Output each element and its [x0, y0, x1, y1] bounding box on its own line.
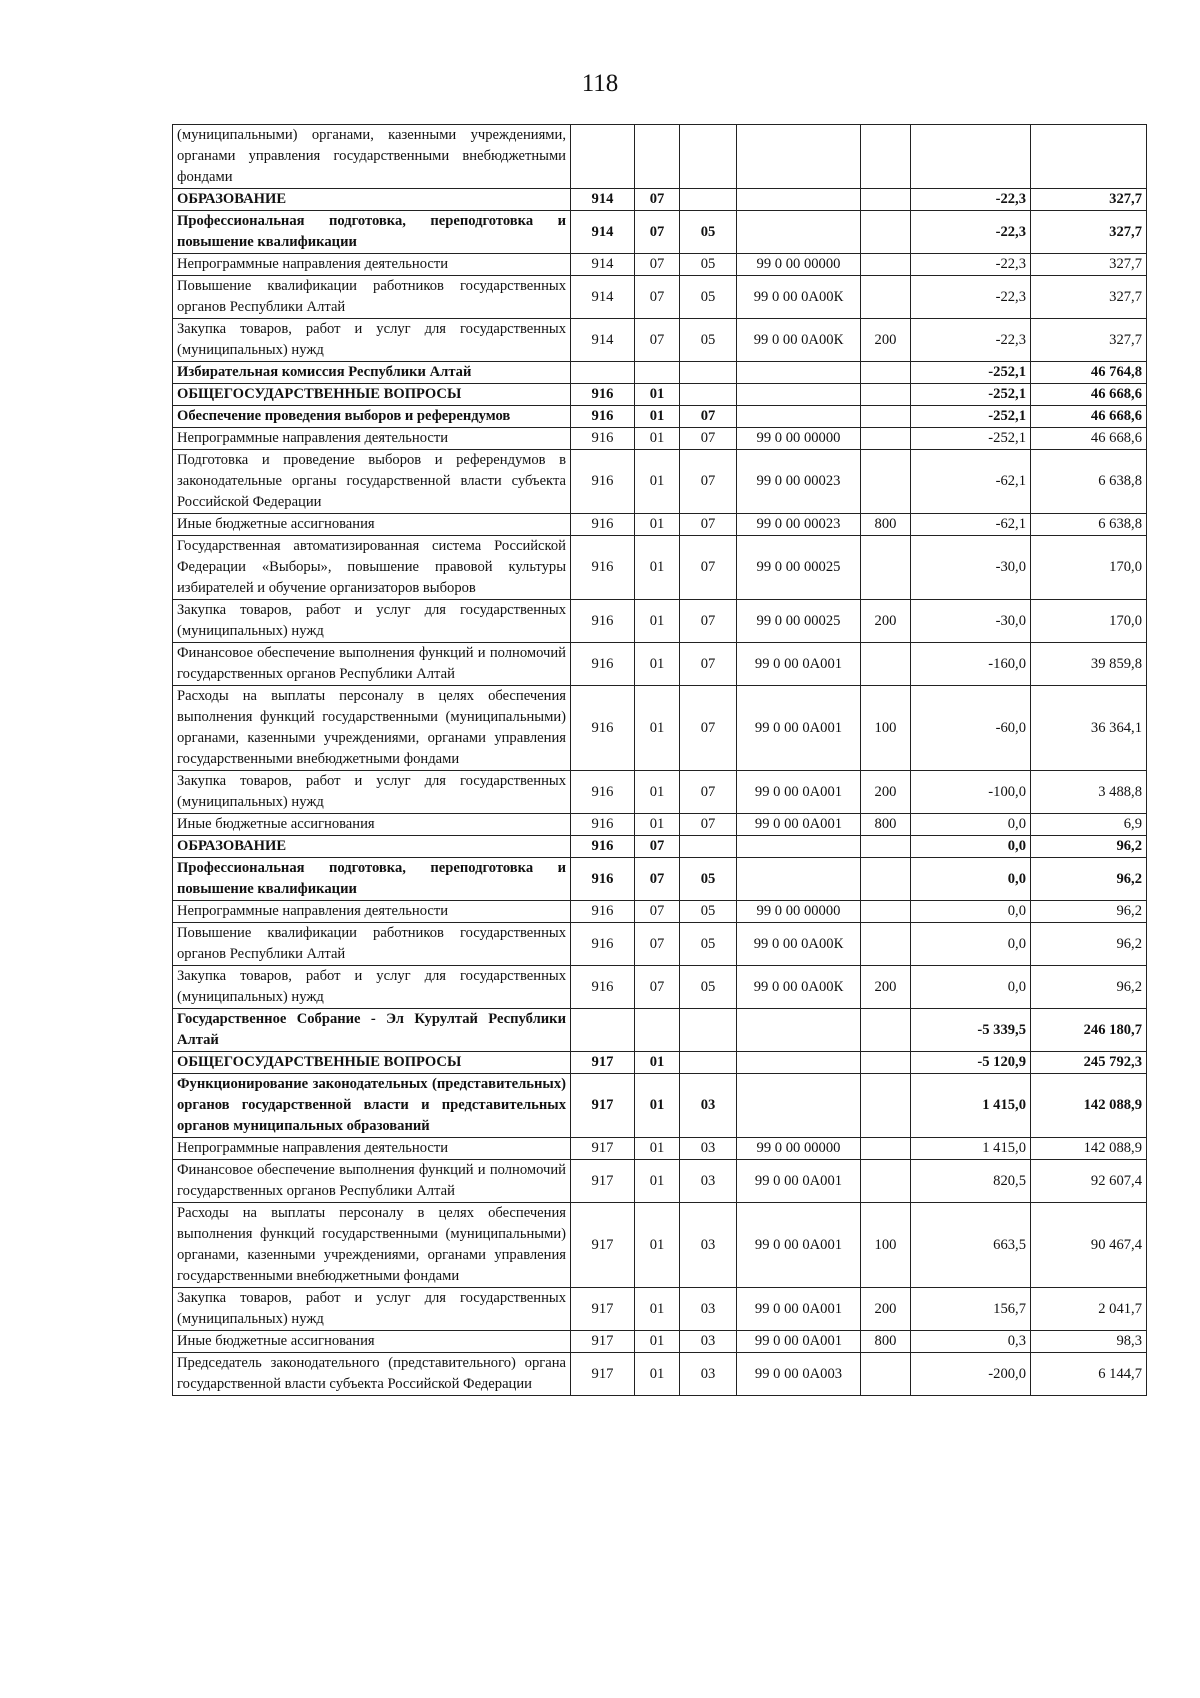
total-amount-cell: 327,7 — [1031, 211, 1147, 254]
subsection-cell: 07 — [680, 643, 737, 686]
section-cell: 01 — [635, 1052, 680, 1074]
subsection-cell: 03 — [680, 1203, 737, 1288]
total-amount-cell: 46 668,6 — [1031, 406, 1147, 428]
change-amount-cell: -5 120,9 — [911, 1052, 1031, 1074]
ved-cell: 916 — [571, 536, 635, 600]
subsection-cell: 07 — [680, 686, 737, 771]
target-article-cell — [737, 858, 861, 901]
change-amount-cell: -252,1 — [911, 362, 1031, 384]
table-row — [173, 362, 1147, 384]
change-amount-cell: 0,3 — [911, 1331, 1031, 1353]
row-name-cell: ОБРАЗОВАНИЕ — [173, 189, 571, 211]
ved-cell: 917 — [571, 1203, 635, 1288]
section-cell: 01 — [635, 1203, 680, 1288]
section-cell: 01 — [635, 1138, 680, 1160]
section-cell: 01 — [635, 814, 680, 836]
table-row — [173, 211, 1147, 254]
target-article-cell: 99 0 00 0А003 — [737, 1353, 861, 1396]
ved-cell: 917 — [571, 1331, 635, 1353]
total-amount-cell: 96,2 — [1031, 923, 1147, 966]
subsection-cell: 07 — [680, 450, 737, 514]
ved-cell: 916 — [571, 901, 635, 923]
target-article-cell: 99 0 00 0А001 — [737, 1288, 861, 1331]
section-cell: 01 — [635, 1074, 680, 1138]
expense-type-cell — [861, 536, 911, 600]
change-amount-cell: 663,5 — [911, 1203, 1031, 1288]
total-amount-cell: 96,2 — [1031, 901, 1147, 923]
subsection-cell: 03 — [680, 1331, 737, 1353]
change-amount-cell: 0,0 — [911, 966, 1031, 1009]
ved-cell: 916 — [571, 771, 635, 814]
total-amount-cell: 92 607,4 — [1031, 1160, 1147, 1203]
expense-type-cell: 800 — [861, 1331, 911, 1353]
total-amount-cell: 46 764,8 — [1031, 362, 1147, 384]
expense-type-cell: 100 — [861, 1203, 911, 1288]
expense-type-cell — [861, 189, 911, 211]
target-article-cell — [737, 362, 861, 384]
table-row — [173, 428, 1147, 450]
table-row — [173, 189, 1147, 211]
change-amount-cell: 0,0 — [911, 923, 1031, 966]
row-name-cell: Финансовое обеспечение выполнения функций и полномочий государственных органов Республики Алтай — [173, 643, 571, 686]
total-amount-cell: 245 792,3 — [1031, 1052, 1147, 1074]
table-row — [173, 1331, 1147, 1353]
table-row — [173, 1160, 1147, 1203]
change-amount-cell: 0,0 — [911, 836, 1031, 858]
row-name-cell: Непрограммные направления деятельности — [173, 901, 571, 923]
expense-type-cell — [861, 406, 911, 428]
target-article-cell: 99 0 00 0А00К — [737, 966, 861, 1009]
target-article-cell: 99 0 00 00025 — [737, 600, 861, 643]
expense-type-cell — [861, 450, 911, 514]
expense-type-cell: 200 — [861, 966, 911, 1009]
section-cell: 07 — [635, 923, 680, 966]
target-article-cell: 99 0 00 0А001 — [737, 1331, 861, 1353]
table-row — [173, 450, 1147, 514]
target-article-cell: 99 0 00 00023 — [737, 514, 861, 536]
target-article-cell: 99 0 00 00000 — [737, 1138, 861, 1160]
target-article-cell — [737, 211, 861, 254]
section-cell: 01 — [635, 771, 680, 814]
subsection-cell: 05 — [680, 901, 737, 923]
section-cell — [635, 362, 680, 384]
ved-cell: 916 — [571, 923, 635, 966]
total-amount-cell: 2 041,7 — [1031, 1288, 1147, 1331]
ved-cell: 916 — [571, 966, 635, 1009]
expense-type-cell — [861, 362, 911, 384]
ved-cell: 916 — [571, 406, 635, 428]
expense-type-cell — [861, 276, 911, 319]
total-amount-cell: 98,3 — [1031, 1331, 1147, 1353]
change-amount-cell: -30,0 — [911, 536, 1031, 600]
ved-cell: 917 — [571, 1138, 635, 1160]
subsection-cell: 05 — [680, 858, 737, 901]
expense-type-cell: 200 — [861, 319, 911, 362]
target-article-cell: 99 0 00 00023 — [737, 450, 861, 514]
ved-cell — [571, 125, 635, 189]
expense-type-cell — [861, 1052, 911, 1074]
change-amount-cell: -30,0 — [911, 600, 1031, 643]
expense-type-cell: 800 — [861, 514, 911, 536]
subsection-cell: 05 — [680, 211, 737, 254]
ved-cell: 917 — [571, 1353, 635, 1396]
change-amount-cell: -22,3 — [911, 211, 1031, 254]
table-row — [173, 1203, 1147, 1288]
section-cell: 01 — [635, 450, 680, 514]
change-amount-cell: -252,1 — [911, 384, 1031, 406]
change-amount-cell: 1 415,0 — [911, 1074, 1031, 1138]
subsection-cell: 05 — [680, 319, 737, 362]
subsection-cell — [680, 1009, 737, 1052]
target-article-cell: 99 0 00 00000 — [737, 428, 861, 450]
expense-type-cell — [861, 428, 911, 450]
change-amount-cell: -22,3 — [911, 189, 1031, 211]
ved-cell: 916 — [571, 686, 635, 771]
target-article-cell — [737, 1074, 861, 1138]
subsection-cell: 03 — [680, 1353, 737, 1396]
expense-type-cell — [861, 1160, 911, 1203]
row-name-cell: Государственная автоматизированная система Российской Федерации «Выборы», повышение правовой культуры избирателей и обучение организаторов выборов — [173, 536, 571, 600]
subsection-cell: 05 — [680, 276, 737, 319]
subsection-cell: 05 — [680, 923, 737, 966]
table-row — [173, 384, 1147, 406]
table-row — [173, 1288, 1147, 1331]
expense-type-cell — [861, 901, 911, 923]
subsection-cell — [680, 362, 737, 384]
row-name-cell: ОБЩЕГОСУДАРСТВЕННЫЕ ВОПРОСЫ — [173, 1052, 571, 1074]
target-article-cell: 99 0 00 0А001 — [737, 1203, 861, 1288]
change-amount-cell: -200,0 — [911, 1353, 1031, 1396]
table-row — [173, 1138, 1147, 1160]
row-name-cell: Повышение квалификации работников государственных органов Республики Алтай — [173, 923, 571, 966]
total-amount-cell: 327,7 — [1031, 189, 1147, 211]
total-amount-cell: 142 088,9 — [1031, 1138, 1147, 1160]
change-amount-cell: -100,0 — [911, 771, 1031, 814]
expense-type-cell: 800 — [861, 814, 911, 836]
section-cell: 01 — [635, 428, 680, 450]
target-article-cell — [737, 406, 861, 428]
section-cell: 01 — [635, 643, 680, 686]
change-amount-cell: 0,0 — [911, 814, 1031, 836]
row-name-cell: Иные бюджетные ассигнования — [173, 1331, 571, 1353]
row-name-cell: Избирательная комиссия Республики Алтай — [173, 362, 571, 384]
row-name-cell: Государственное Собрание - Эл Курултай Республики Алтай — [173, 1009, 571, 1052]
total-amount-cell: 6 638,8 — [1031, 514, 1147, 536]
subsection-cell: 07 — [680, 536, 737, 600]
ved-cell: 916 — [571, 643, 635, 686]
table-row — [173, 836, 1147, 858]
ved-cell: 917 — [571, 1052, 635, 1074]
section-cell: 07 — [635, 966, 680, 1009]
table-row — [173, 406, 1147, 428]
table-row — [173, 1009, 1147, 1052]
row-name-cell: Обеспечение проведения выборов и референдумов — [173, 406, 571, 428]
row-name-cell: Непрограммные направления деятельности — [173, 1138, 571, 1160]
section-cell: 07 — [635, 319, 680, 362]
subsection-cell: 05 — [680, 254, 737, 276]
ved-cell: 916 — [571, 384, 635, 406]
expense-type-cell — [861, 125, 911, 189]
table-row — [173, 514, 1147, 536]
change-amount-cell: -5 339,5 — [911, 1009, 1031, 1052]
ved-cell: 916 — [571, 514, 635, 536]
budget-table-body — [173, 125, 1147, 1396]
expense-type-cell — [861, 923, 911, 966]
change-amount-cell: -62,1 — [911, 514, 1031, 536]
subsection-cell: 07 — [680, 514, 737, 536]
total-amount-cell: 96,2 — [1031, 836, 1147, 858]
page-number: 118 — [581, 70, 619, 97]
change-amount-cell: -62,1 — [911, 450, 1031, 514]
ved-cell: 914 — [571, 189, 635, 211]
section-cell: 01 — [635, 1288, 680, 1331]
target-article-cell: 99 0 00 0А00К — [737, 276, 861, 319]
change-amount-cell: 820,5 — [911, 1160, 1031, 1203]
row-name-cell: ОБЩЕГОСУДАРСТВЕННЫЕ ВОПРОСЫ — [173, 384, 571, 406]
section-cell: 01 — [635, 1160, 680, 1203]
ved-cell: 917 — [571, 1074, 635, 1138]
section-cell: 01 — [635, 1331, 680, 1353]
table-row — [173, 901, 1147, 923]
change-amount-cell: 0,0 — [911, 901, 1031, 923]
row-name-cell: Непрограммные направления деятельности — [173, 254, 571, 276]
expense-type-cell — [861, 384, 911, 406]
target-article-cell: 99 0 00 0А001 — [737, 686, 861, 771]
section-cell: 01 — [635, 406, 680, 428]
total-amount-cell: 327,7 — [1031, 276, 1147, 319]
total-amount-cell — [1031, 125, 1147, 189]
change-amount-cell: -60,0 — [911, 686, 1031, 771]
subsection-cell — [680, 384, 737, 406]
table-row — [173, 600, 1147, 643]
row-name-cell: (муниципальными) органами, казенными учреждениями, органами управления государственными внебюджетными фондами — [173, 125, 571, 189]
subsection-cell: 03 — [680, 1138, 737, 1160]
change-amount-cell: 0,0 — [911, 858, 1031, 901]
table-row — [173, 1052, 1147, 1074]
total-amount-cell: 90 467,4 — [1031, 1203, 1147, 1288]
table-row — [173, 1074, 1147, 1138]
section-cell — [635, 125, 680, 189]
change-amount-cell: -160,0 — [911, 643, 1031, 686]
section-cell: 01 — [635, 600, 680, 643]
change-amount-cell: -22,3 — [911, 319, 1031, 362]
row-name-cell: Закупка товаров, работ и услуг для государственных (муниципальных) нужд — [173, 319, 571, 362]
change-amount-cell: -22,3 — [911, 276, 1031, 319]
total-amount-cell: 6 638,8 — [1031, 450, 1147, 514]
target-article-cell: 99 0 00 00025 — [737, 536, 861, 600]
expense-type-cell — [861, 254, 911, 276]
section-cell: 01 — [635, 514, 680, 536]
row-name-cell: Закупка товаров, работ и услуг для государственных (муниципальных) нужд — [173, 600, 571, 643]
ved-cell: 914 — [571, 211, 635, 254]
table-row — [173, 276, 1147, 319]
total-amount-cell: 170,0 — [1031, 536, 1147, 600]
total-amount-cell: 96,2 — [1031, 966, 1147, 1009]
total-amount-cell: 46 668,6 — [1031, 384, 1147, 406]
row-name-cell: Закупка товаров, работ и услуг для государственных (муниципальных) нужд — [173, 966, 571, 1009]
total-amount-cell: 170,0 — [1031, 600, 1147, 643]
ved-cell: 916 — [571, 450, 635, 514]
section-cell: 07 — [635, 836, 680, 858]
total-amount-cell: 36 364,1 — [1031, 686, 1147, 771]
table-row — [173, 254, 1147, 276]
table-row — [173, 923, 1147, 966]
target-article-cell: 99 0 00 00000 — [737, 254, 861, 276]
total-amount-cell: 142 088,9 — [1031, 1074, 1147, 1138]
target-article-cell: 99 0 00 0А001 — [737, 814, 861, 836]
table-row — [173, 814, 1147, 836]
expense-type-cell: 100 — [861, 686, 911, 771]
table-row — [173, 536, 1147, 600]
target-article-cell — [737, 384, 861, 406]
row-name-cell: ОБРАЗОВАНИЕ — [173, 836, 571, 858]
total-amount-cell: 96,2 — [1031, 858, 1147, 901]
subsection-cell: 07 — [680, 406, 737, 428]
row-name-cell: Непрограммные направления деятельности — [173, 428, 571, 450]
table-row — [173, 125, 1147, 189]
section-cell: 07 — [635, 858, 680, 901]
expense-type-cell: 200 — [861, 1288, 911, 1331]
expense-type-cell — [861, 1074, 911, 1138]
section-cell: 01 — [635, 384, 680, 406]
row-name-cell: Расходы на выплаты персоналу в целях обеспечения выполнения функций государственными (муниципальными) органами, казенными учреждениями, органами управления государственными внебюджетными фондами — [173, 686, 571, 771]
target-article-cell: 99 0 00 0А00К — [737, 923, 861, 966]
expense-type-cell — [861, 1009, 911, 1052]
row-name-cell: Расходы на выплаты персоналу в целях обеспечения выполнения функций государственными (муниципальными) органами, казенными учреждениями, органами управления государственными внебюджетными фондами — [173, 1203, 571, 1288]
ved-cell: 917 — [571, 1160, 635, 1203]
target-article-cell: 99 0 00 0А00К — [737, 319, 861, 362]
table-row — [173, 966, 1147, 1009]
table-row — [173, 643, 1147, 686]
ved-cell — [571, 1009, 635, 1052]
target-article-cell — [737, 189, 861, 211]
expense-type-cell — [861, 211, 911, 254]
change-amount-cell: -252,1 — [911, 428, 1031, 450]
total-amount-cell: 246 180,7 — [1031, 1009, 1147, 1052]
target-article-cell: 99 0 00 00000 — [737, 901, 861, 923]
change-amount-cell: -22,3 — [911, 254, 1031, 276]
expense-type-cell — [861, 1353, 911, 1396]
section-cell — [635, 1009, 680, 1052]
row-name-cell: Профессиональная подготовка, переподготовка и повышение квалификации — [173, 858, 571, 901]
total-amount-cell: 327,7 — [1031, 319, 1147, 362]
target-article-cell — [737, 125, 861, 189]
ved-cell — [571, 362, 635, 384]
change-amount-cell: 156,7 — [911, 1288, 1031, 1331]
expense-type-cell — [861, 836, 911, 858]
expense-type-cell — [861, 1138, 911, 1160]
row-name-cell: Иные бюджетные ассигнования — [173, 514, 571, 536]
ved-cell: 914 — [571, 254, 635, 276]
table-row — [173, 686, 1147, 771]
subsection-cell: 03 — [680, 1074, 737, 1138]
ved-cell: 916 — [571, 858, 635, 901]
expense-type-cell: 200 — [861, 600, 911, 643]
subsection-cell — [680, 125, 737, 189]
section-cell: 07 — [635, 901, 680, 923]
budget-table — [172, 124, 1147, 1396]
subsection-cell — [680, 1052, 737, 1074]
subsection-cell: 03 — [680, 1288, 737, 1331]
table-row — [173, 319, 1147, 362]
subsection-cell: 07 — [680, 771, 737, 814]
target-article-cell: 99 0 00 0А001 — [737, 771, 861, 814]
section-cell: 01 — [635, 536, 680, 600]
table-row — [173, 771, 1147, 814]
target-article-cell: 99 0 00 0А001 — [737, 643, 861, 686]
subsection-cell: 05 — [680, 966, 737, 1009]
change-amount-cell: 1 415,0 — [911, 1138, 1031, 1160]
target-article-cell — [737, 1052, 861, 1074]
ved-cell: 914 — [571, 319, 635, 362]
subsection-cell: 03 — [680, 1160, 737, 1203]
change-amount-cell: -252,1 — [911, 406, 1031, 428]
row-name-cell: Функционирование законодательных (представительных) органов государственной власти и представительных органов муниципальных образований — [173, 1074, 571, 1138]
subsection-cell: 07 — [680, 814, 737, 836]
row-name-cell: Закупка товаров, работ и услуг для государственных (муниципальных) нужд — [173, 771, 571, 814]
subsection-cell — [680, 836, 737, 858]
expense-type-cell — [861, 643, 911, 686]
target-article-cell — [737, 1009, 861, 1052]
section-cell: 07 — [635, 189, 680, 211]
change-amount-cell — [911, 125, 1031, 189]
row-name-cell: Председатель законодательного (представительного) органа государственной власти субъекта Российской Федерации — [173, 1353, 571, 1396]
table-row — [173, 1353, 1147, 1396]
row-name-cell: Повышение квалификации работников государственных органов Республики Алтай — [173, 276, 571, 319]
ved-cell: 916 — [571, 836, 635, 858]
total-amount-cell: 6 144,7 — [1031, 1353, 1147, 1396]
ved-cell: 914 — [571, 276, 635, 319]
section-cell: 07 — [635, 276, 680, 319]
table-row — [173, 858, 1147, 901]
expense-type-cell: 200 — [861, 771, 911, 814]
row-name-cell: Финансовое обеспечение выполнения функций и полномочий государственных органов Республики Алтай — [173, 1160, 571, 1203]
total-amount-cell: 327,7 — [1031, 254, 1147, 276]
ved-cell: 916 — [571, 600, 635, 643]
row-name-cell: Закупка товаров, работ и услуг для государственных (муниципальных) нужд — [173, 1288, 571, 1331]
total-amount-cell: 3 488,8 — [1031, 771, 1147, 814]
expense-type-cell — [861, 858, 911, 901]
section-cell: 07 — [635, 211, 680, 254]
total-amount-cell: 46 668,6 — [1031, 428, 1147, 450]
total-amount-cell: 39 859,8 — [1031, 643, 1147, 686]
subsection-cell: 07 — [680, 428, 737, 450]
row-name-cell: Подготовка и проведение выборов и референдумов в законодательные органы государственной власти субъекта Российской Федерации — [173, 450, 571, 514]
section-cell: 01 — [635, 686, 680, 771]
ved-cell: 916 — [571, 814, 635, 836]
subsection-cell: 07 — [680, 600, 737, 643]
section-cell: 07 — [635, 254, 680, 276]
total-amount-cell: 6,9 — [1031, 814, 1147, 836]
target-article-cell: 99 0 00 0А001 — [737, 1160, 861, 1203]
row-name-cell: Иные бюджетные ассигнования — [173, 814, 571, 836]
ved-cell: 917 — [571, 1288, 635, 1331]
subsection-cell — [680, 189, 737, 211]
section-cell: 01 — [635, 1353, 680, 1396]
row-name-cell: Профессиональная подготовка, переподготовка и повышение квалификации — [173, 211, 571, 254]
target-article-cell — [737, 836, 861, 858]
ved-cell: 916 — [571, 428, 635, 450]
